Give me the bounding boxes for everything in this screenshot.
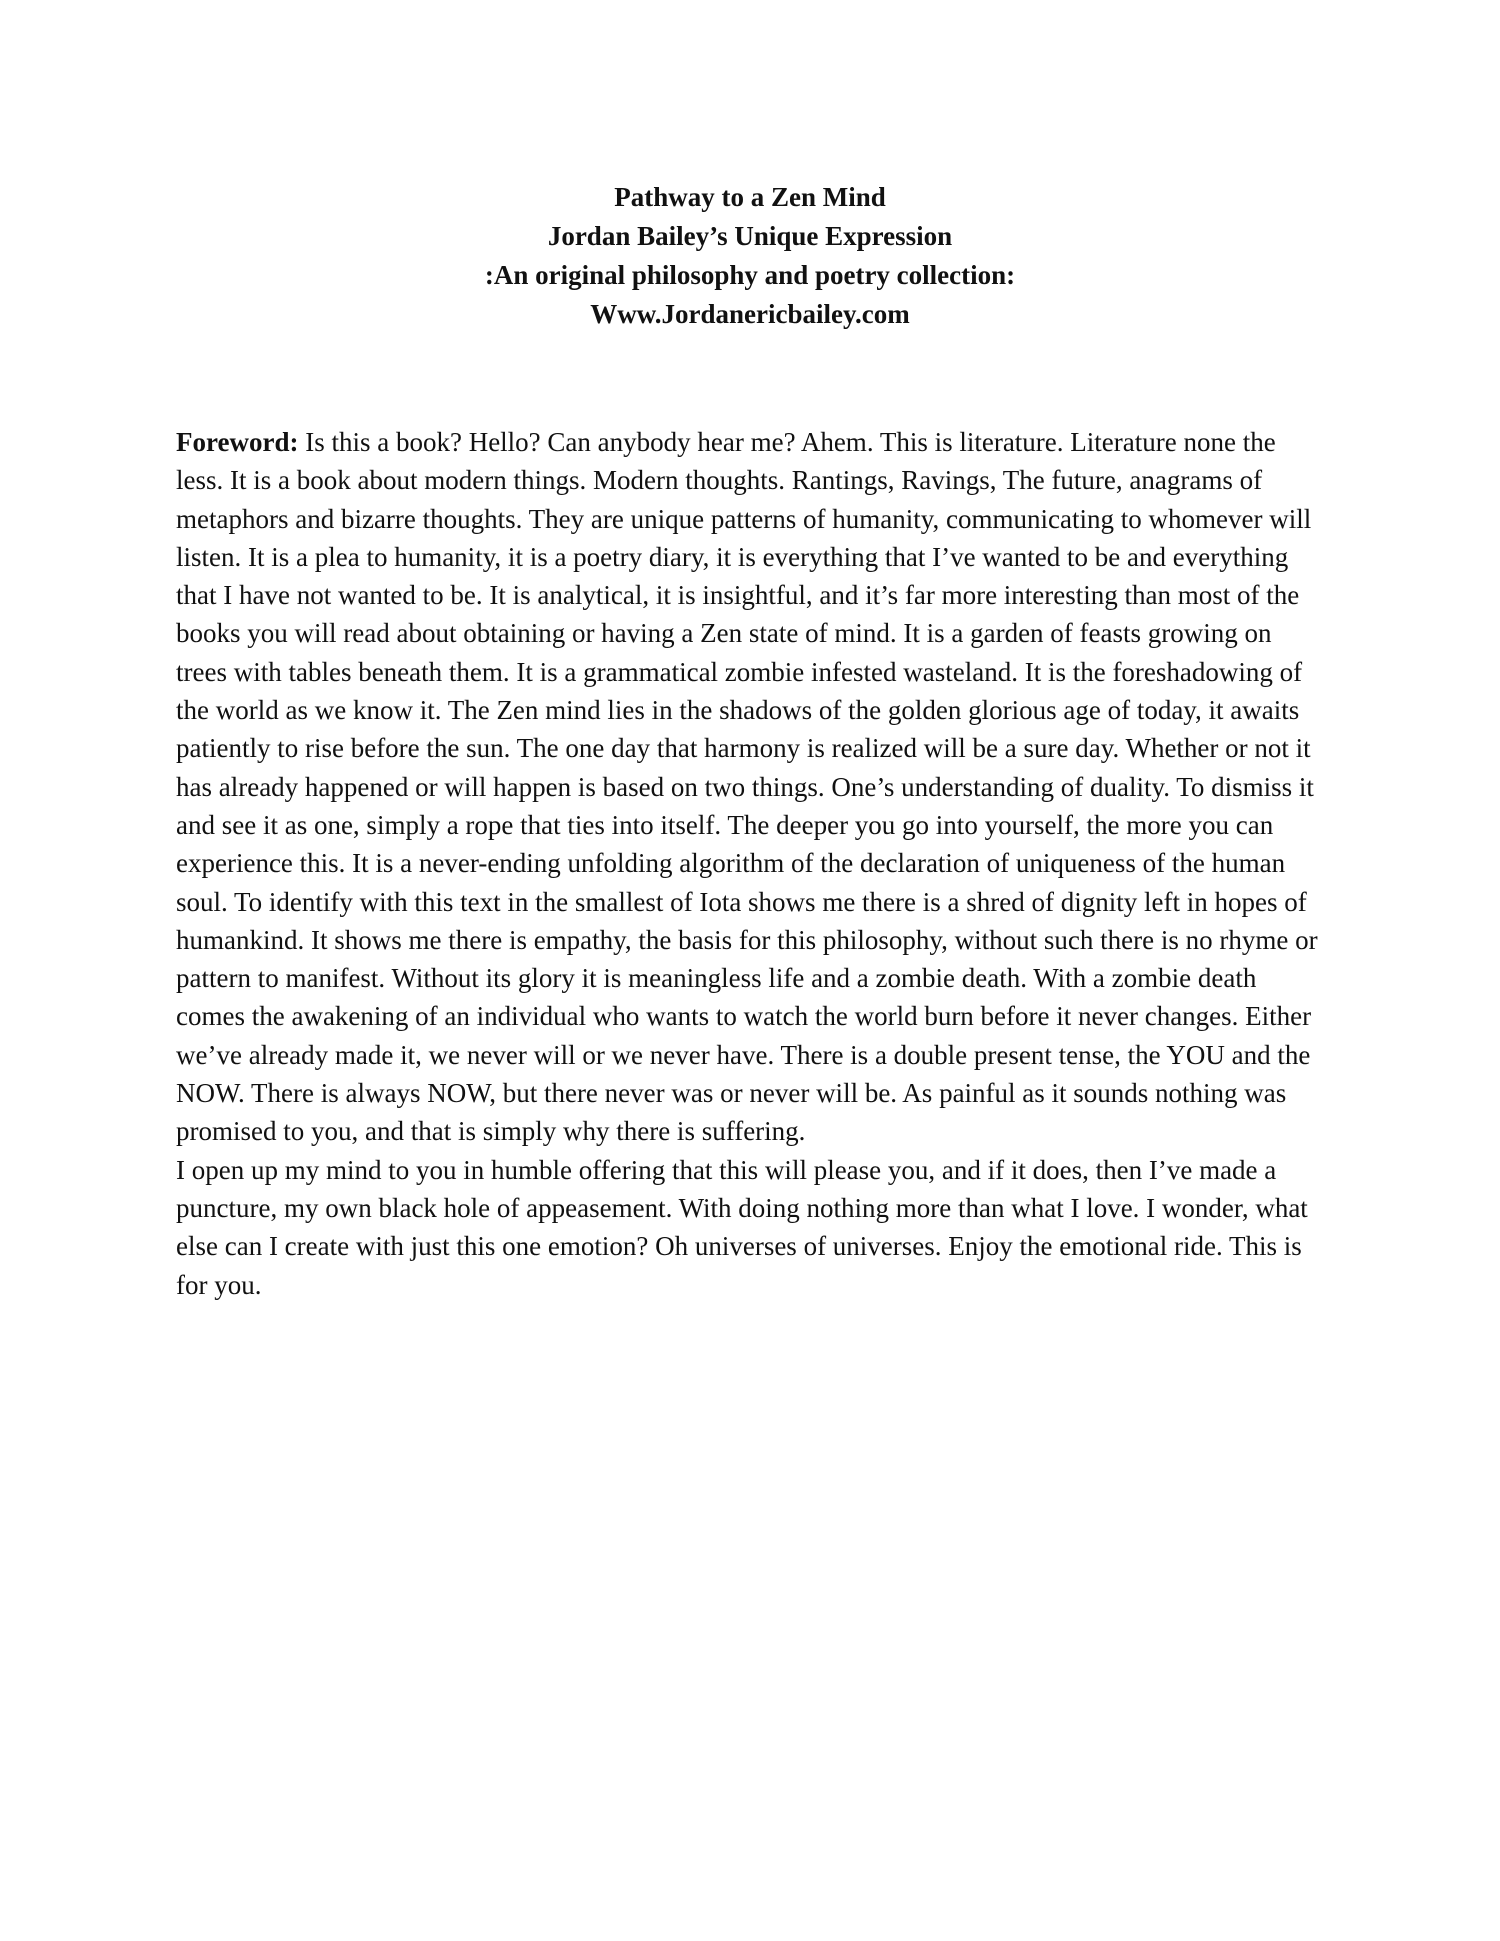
book-subtitle: Jordan Bailey’s Unique Expression xyxy=(547,221,953,251)
foreword-paragraph-1 xyxy=(176,423,1326,1151)
book-tagline: :An original philosophy and poetry collection: xyxy=(484,260,1016,290)
foreword-label: Foreword: xyxy=(176,427,299,457)
foreword-paragraph-1-text: Is this a book? Hello? Can anybody hear me? Ahem. This is literature. Literature none the less. It is a book about modern things. Modern thoughts. Rantings, Ravings, The future, anagrams of metaphors and bizarre thoughts. They are unique patterns of humanity, communicating to whomever will listen. It is a plea to humanity, it is a poetry diary, it is everything that I’ve wanted to be and everything that I have not wanted to be. It is analytical, it is insightful, and it’s far more interesting than most of the books you will read about obtaining or having a Zen state of mind. It is a garden of feasts growing on trees with tables beneath them. It is a grammatical zombie infested wasteland. It is the foreshadowing of the world as we know it. The Zen mind lies in the shadows of the golden glorious age of today, it awaits patiently to rise before the sun. The one day that harmony is realized will be a sure day. Whether or not it has already happened or will happen is based on two things. One’s understanding of duality. To dismiss it and see it as one, simply a rope that ties into itself. The deeper you go into yourself, the more you can experience this. It is a never-ending unfolding algorithm of the declaration of uniqueness of the human soul. To identify with this text in the smallest of Iota shows me there is a shred of dignity left in hopes of humankind. It shows me there is empathy, the basis for this philosophy, without such there is no rhyme or pattern to manifest. Without its glory it is meaningless life and a zombie death. With a zombie death comes the awakening of an individual who wants to watch the world burn before it never changes. Either we’ve already made it, we never will or we never have. There is a double present tense, the YOU and the NOW. There is always NOW, but there never was or never will be. As painful as it sounds nothing was promised to you, and that is simply why there is suffering. xyxy=(176,427,1318,1147)
book-title: Pathway to a Zen Mind xyxy=(614,182,886,212)
foreword-section xyxy=(176,423,1326,1304)
foreword-paragraph-2: I open up my mind to you in humble offering that this will please you, and if it does, then I’ve made a puncture, my own black hole of appeasement. With doing nothing more than what I love. I wonder, what else can I create with just this one emotion? Oh universes of universes. Enjoy the emotional ride. This is for you. xyxy=(176,1154,1308,1300)
author-website: Www.Jordanericbailey.com xyxy=(590,299,910,329)
title-block xyxy=(0,178,1500,334)
